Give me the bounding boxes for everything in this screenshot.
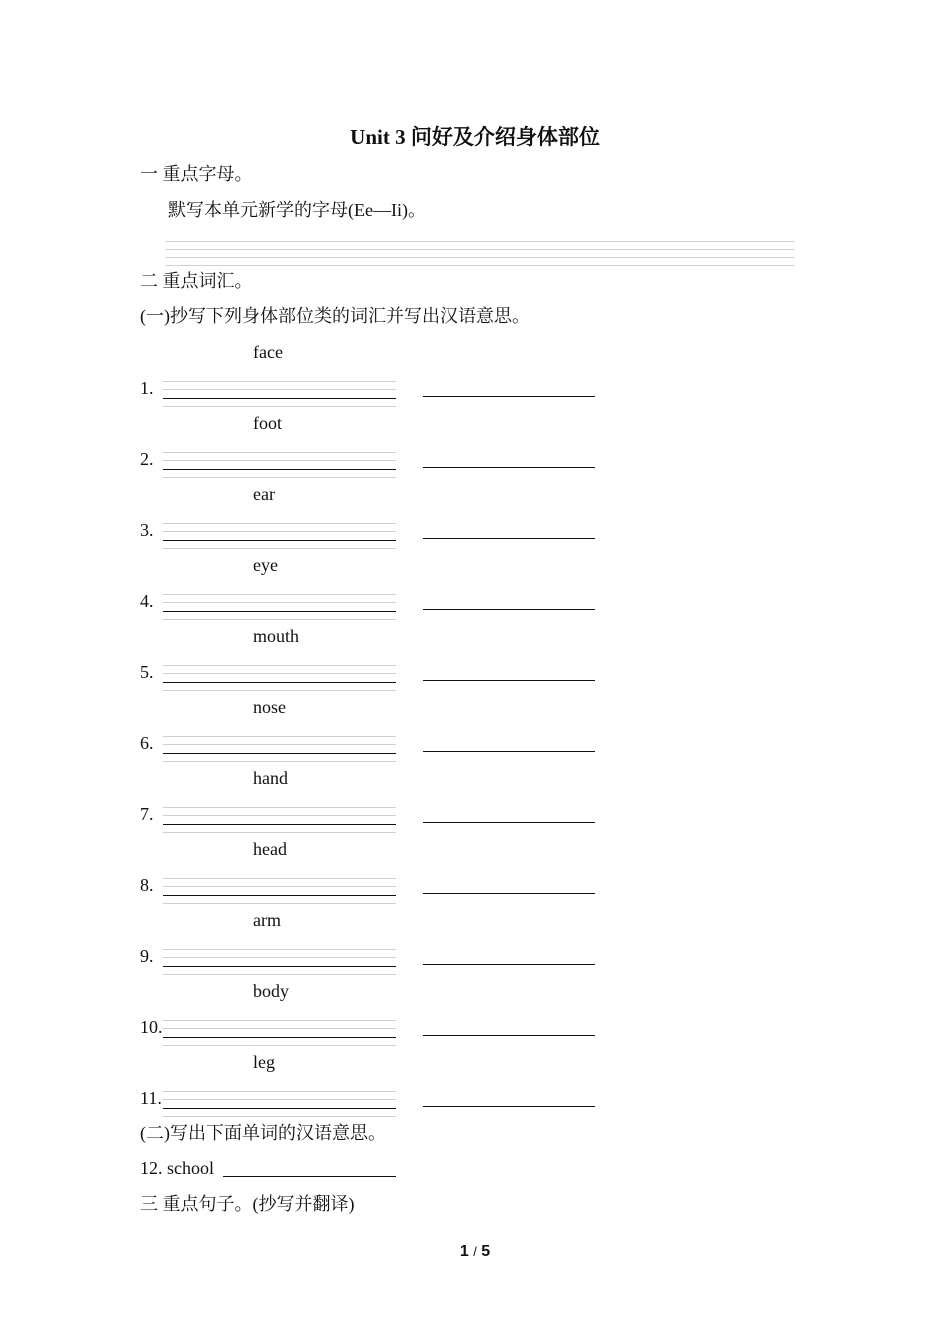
section-heading-sentences: 三 重点句子。(抄写并翻译) [140,1194,355,1214]
meaning-answer-line[interactable] [423,609,595,610]
meaning-answer-line[interactable] [423,467,595,468]
vocab-number: 9. [140,946,154,966]
vocab-word: body [253,981,289,1001]
vocab-number: 1. [140,378,154,398]
vocab-word: face [253,342,283,362]
vocab-word: head [253,839,287,859]
page-current: 1 [459,1243,469,1260]
vocab-number: 6. [140,733,154,753]
section-heading-letters: 一 重点字母。 [140,164,253,184]
vocab-word: ear [253,484,275,504]
meaning-answer-line[interactable] [423,1035,595,1036]
meaning-answer-line[interactable] [423,964,595,965]
page-total: 5 [481,1243,491,1260]
meaning-answer-line[interactable] [423,396,595,397]
item-12-word: 12. school [140,1158,214,1178]
vocab-word: arm [253,910,281,930]
vocab-word: foot [253,413,282,433]
meaning-answer-line[interactable] [423,751,595,752]
vocab-number: 8. [140,875,154,895]
item-12-answer-line[interactable] [223,1176,396,1177]
meaning-answer-line[interactable] [423,893,595,894]
page-number [0,1243,950,1261]
letters-instruction: 默写本单元新学的字母(Ee—Ii)。 [168,200,426,220]
vocabulary-part2-heading: (二)写出下面单词的汉语意思。 [140,1123,386,1143]
vocab-word: hand [253,768,288,788]
meaning-answer-line[interactable] [423,822,595,823]
vocab-number: 11. [140,1088,162,1108]
meaning-answer-line[interactable] [423,680,595,681]
vocab-number: 4. [140,591,154,611]
vocab-word: leg [253,1052,275,1072]
vocab-number: 5. [140,662,154,682]
vocab-word: eye [253,555,278,575]
vocab-number: 7. [140,804,154,824]
meaning-answer-line[interactable] [423,538,595,539]
vocab-word: nose [253,697,286,717]
vocab-number: 3. [140,520,154,540]
vocab-word: mouth [253,626,300,646]
vocabulary-part1-heading: (一)抄写下列身体部位类的词汇并写出汉语意思。 [140,306,530,326]
vocab-number: 2. [140,449,154,469]
page-separator: / [473,1244,477,1259]
page-title: Unit 3 问好及介绍身体部位 [350,125,600,149]
vocab-number: 10. [140,1017,163,1037]
meaning-answer-line[interactable] [423,1106,595,1107]
section-heading-vocabulary: 二 重点词汇。 [140,271,253,291]
